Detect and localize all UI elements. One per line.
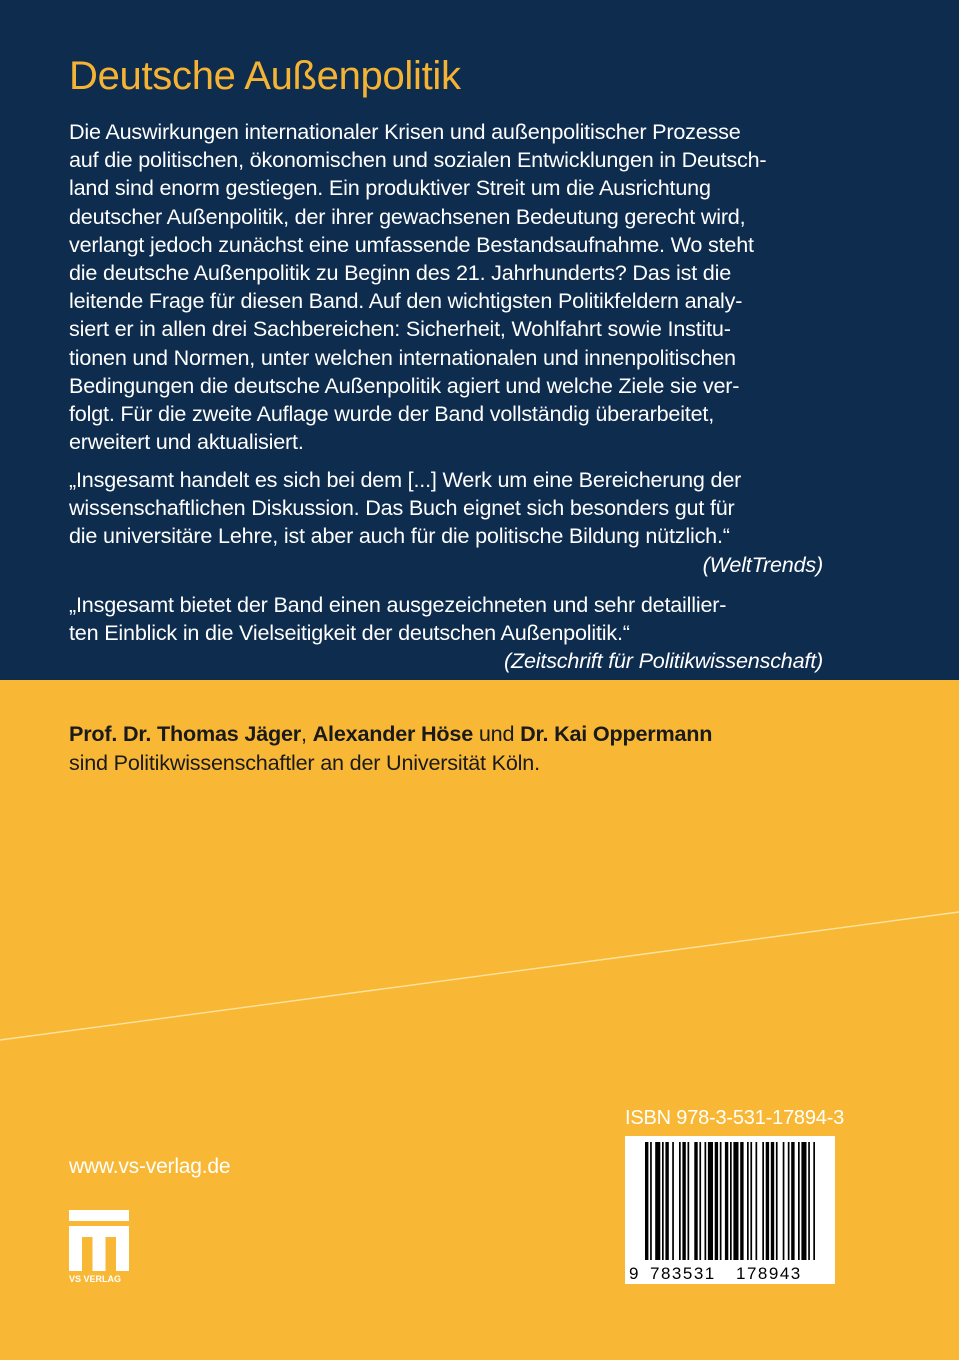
quote-line: wissenschaftlichen Diskussion. Das Buch eignet sich besonders gut für: [69, 495, 735, 521]
barcode-bar: [665, 1142, 668, 1260]
description-line: die deutsche Außenpolitik zu Beginn des 21. Jahrhunderts? Das ist die: [69, 260, 732, 286]
barcode-icon: [625, 1136, 835, 1284]
description-line: Die Auswirkungen internationaler Krisen und außenpolitischer Prozesse: [69, 119, 741, 144]
barcode-bar: [788, 1142, 790, 1260]
vs-verlag-logo-icon: [69, 1210, 131, 1284]
description-line: folgt. Für die zweite Auflage wurde der Band vollständig überarbeitet,: [69, 401, 714, 427]
barcode-bar: [705, 1142, 707, 1260]
barcode-bar: [699, 1142, 701, 1260]
barcode-bar: [762, 1142, 764, 1260]
barcode-bar: [688, 1142, 690, 1260]
barcode-bar: [645, 1142, 648, 1260]
publisher-website[interactable]: www.vs-verlag.de: [69, 1155, 231, 1178]
separator: und: [473, 721, 521, 746]
author-names: [69, 719, 712, 748]
description-line: Bedingungen die deutsche Außenpolitik agiert und welche Ziele sie ver-: [69, 372, 740, 398]
barcode-bar: [756, 1142, 758, 1260]
quote-line: „Insgesamt handelt es sich bei dem [...] Werk um eine Bereicherung der: [69, 467, 742, 492]
barcode-digits-right: 178943: [736, 1264, 802, 1283]
author-name: Alexander Höse: [312, 721, 474, 746]
barcode-bar: [708, 1142, 713, 1260]
author-affiliation: sind Politikwissenschaftler an der Universität Köln.: [69, 750, 540, 775]
barcode-bar: [662, 1142, 664, 1260]
barcode-bar: [725, 1142, 728, 1260]
barcode-bar: [766, 1142, 769, 1260]
quote-source: (WeltTrends): [702, 551, 823, 577]
barcode-bar: [733, 1142, 738, 1260]
barcode-bar: [720, 1142, 722, 1260]
description-line: verlangt jedoch zunächst eine umfassende Bestandsaufnahme. Wo steht: [69, 231, 754, 257]
description: [69, 118, 829, 456]
description-line: auf die politischen, ökonomischen und sozialen Entwicklungen in Deutsch-: [69, 147, 767, 173]
barcode-bar: [682, 1142, 685, 1260]
description-line: land sind enorm gestiegen. Ein produktiver Streit um die Ausrichtung: [69, 175, 711, 201]
quote-source: (Zeitschrift für Politikwissenschaft): [504, 648, 823, 674]
quote-line: ten Einblick in die Vielseitigkeit der deutschen Außenpolitik.“: [69, 620, 630, 646]
barcode-bar: [672, 1142, 674, 1260]
separator: ,: [301, 721, 313, 746]
barcode-digits-left: 783531: [650, 1264, 716, 1283]
description-line: deutscher Außenpolitik, der ihrer gewachsenen Bedeutung gerecht wird,: [69, 203, 746, 229]
barcode-bar: [740, 1142, 743, 1260]
quote-welttrends: [69, 466, 829, 579]
barcode-bar: [750, 1142, 752, 1260]
barcode: [625, 1136, 835, 1284]
barcode-bar: [776, 1142, 778, 1260]
barcode-bar: [694, 1142, 697, 1260]
author-name: Dr. Kai Oppermann: [520, 721, 713, 746]
isbn-text: ISBN 978-3-531-17894-3: [625, 1107, 845, 1129]
description-line: siert er in allen drei Sachbereichen: Sicherheit, Wohlfahrt sowie Institu-: [69, 316, 731, 342]
barcode-bar: [808, 1142, 810, 1260]
description-line: erweitert und aktualisiert.: [69, 429, 304, 455]
logo-text: VS VERLAG: [69, 1274, 122, 1284]
barcode-bar: [801, 1142, 806, 1260]
barcode-bar: [679, 1142, 681, 1260]
barcode-digit: 9: [629, 1264, 639, 1283]
barcode-bar: [791, 1142, 794, 1260]
description-line: tionen und Normen, unter welchen internationalen und innenpolitischen: [69, 344, 736, 370]
barcode-bar: [783, 1142, 785, 1260]
barcode-bar: [813, 1142, 815, 1260]
barcode-bar: [650, 1142, 652, 1260]
quote-line: die universitäre Lehre, ist aber auch für die politische Bildung nützlich.“: [69, 523, 730, 549]
barcode-bar: [730, 1142, 732, 1260]
barcode-bar: [798, 1142, 800, 1260]
book-title: Deutsche Außenpolitik: [69, 54, 461, 98]
barcode-bar: [747, 1142, 749, 1260]
quote-zpol: [69, 591, 829, 676]
barcode-bar: [715, 1142, 718, 1260]
barcode-bar: [771, 1142, 774, 1260]
barcode-bar: [655, 1142, 660, 1260]
quote-line: „Insgesamt bietet der Band einen ausgezeichneten und sehr detaillier-: [69, 592, 727, 617]
author-name: Prof. Dr. Thomas Jäger: [69, 721, 302, 746]
author-info: [69, 719, 712, 777]
description-line: leitende Frage für diesen Band. Auf den wichtigsten Politikfeldern analy-: [69, 288, 743, 314]
